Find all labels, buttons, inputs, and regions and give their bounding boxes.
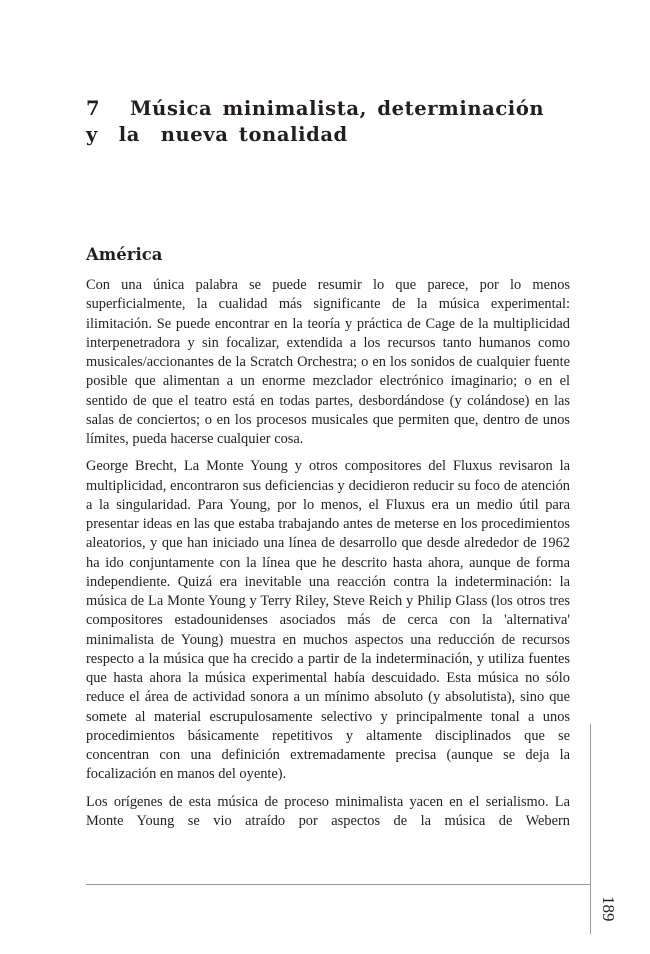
paragraph: Los orígenes de esta música de proceso minimalista yacen en el serialismo. La Monte Young se vio atraído por aspectos de la música de Webern bbox=[86, 793, 570, 829]
paragraph: George Brecht, La Monte Young y otros compositores del Fluxus revisaron la multiplicidad, encontraron sus deficiencias y decidieron reducir su foco de atención a la singularidad. Para Young, por lo menos, el Fluxus era un medio útil para presentar ideas en las que estaba trabajando antes de meterse en los procedimientos aleatorios, y que han iniciado una línea de desarrollo que desde alrededor de 1962 ha ido conjuntamente con la línea que he descrito hasta ahora, aunque de forma independiente. Quizá era inevitable una reacción contra la indeterminación: la música de La Monte Young y Terry Riley, Steve Reich y Philip Glass (los otros tres compositores estadounidenses asociados más de cerca con la 'alternativa' minimalista de Young) muestra en muchos aspectos una reducción de recursos respecto a la música que ha crecido a partir de la indeterminación, y utiliza fuentes que hasta ahora la música experimental había descuidado. Esta música no sólo reduce el área de actividad sonora a un mínimo absoluto (y absolutista), sino que somete al material escrupulosamente selectivo y principalmente tonal a unos procedimientos básicamente repetitivos y altamente disciplinados que se concentran con una definición extremadamente precisa (aunque se deja la focalización en manos del oyente). bbox=[86, 458, 570, 783]
chapter-title-text: Música minimalista, determinación bbox=[130, 97, 545, 120]
page-number: 189 bbox=[599, 896, 618, 922]
chapter-title-line-1 bbox=[86, 96, 576, 122]
chapter-title bbox=[86, 96, 576, 148]
section-heading: América bbox=[86, 245, 163, 264]
chapter-number: 7 bbox=[86, 97, 101, 120]
paragraph: Con una única palabra se puede resumir lo que parece, por lo menos superficialmente, la cualidad más significante de la música experimental: ilimitación. Se puede encontrar en la teoría y práctica de Cage de la multiplicidad interpenetradora y sin focalizar, extendida a los recursos tanto humanos como musicales/accionantes de la Scratch Orchestra; o en los sonidos de cualquier fuente posible que alimentan a un enorme mezclador electrónico imaginario; o en el sentido de que el teatro está en todas partes, desbordándose (y colándose) en las salas de conciertos; o en los procesos musicales que permiten que, dentro de unos límites, pueda hacerse cualquier cosa. bbox=[86, 277, 570, 447]
footer-rule bbox=[86, 884, 590, 885]
chapter-title-line-2: y la nueva tonalidad bbox=[86, 123, 348, 146]
margin-rule bbox=[590, 724, 591, 934]
body-text bbox=[86, 276, 570, 839]
